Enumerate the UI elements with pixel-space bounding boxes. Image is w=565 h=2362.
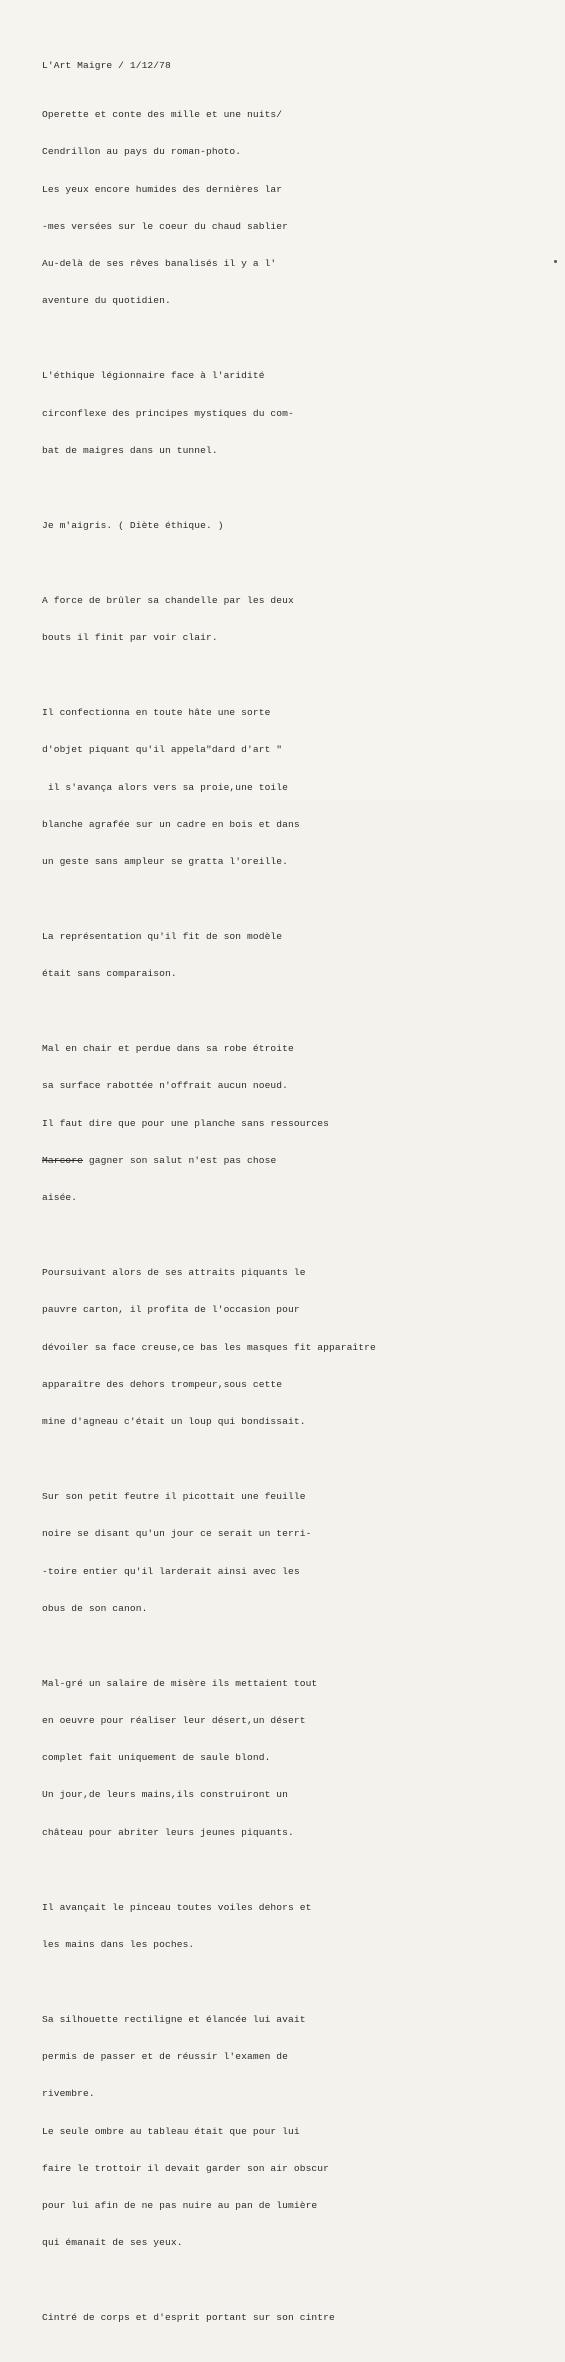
text-line: -toire entier qu'il larderait ainsi avec les xyxy=(42,1565,300,1577)
text-line: Cendrillon au pays du roman-photo. xyxy=(42,146,242,158)
text-line: en oeuvre pour réaliser leur désert,un désert xyxy=(42,1714,306,1726)
text-line: Mal en chair et perdue dans sa robe étroite xyxy=(42,1043,294,1055)
paragraph xyxy=(42,84,552,332)
text-line: qui émanait de ses yeux. xyxy=(42,2237,183,2249)
paragraph xyxy=(42,570,552,669)
text-line: L'éthique légionnaire face à l'aridité xyxy=(42,370,265,382)
text-line: aisée. xyxy=(42,1192,78,1204)
paragraph xyxy=(42,1989,552,2274)
text-line: permis de passer et de réussir l'examen de xyxy=(42,2051,289,2063)
text-line: faire le trottoir il devait garder son air obscur xyxy=(42,2162,330,2174)
text-line: Sur son petit feutre il picottait une feuille xyxy=(42,1491,306,1503)
paragraph xyxy=(42,906,552,1005)
text-line: château pour abriter leurs jeunes piquants. xyxy=(42,1826,294,1838)
ink-speck xyxy=(554,260,557,263)
text-line: Sa silhouette rectiligne et élancée lui avait xyxy=(42,2013,306,2025)
text-line: les mains dans les poches. xyxy=(42,1938,195,1950)
text-line: -mes versées sur le coeur du chaud sablier xyxy=(42,220,289,232)
paragraph xyxy=(42,2287,552,2349)
text-line: Le seule ombre au tableau était que pour lui xyxy=(42,2125,300,2137)
paragraph xyxy=(42,1653,552,1864)
text-line: était sans comparaison. xyxy=(42,968,177,980)
paragraph xyxy=(42,346,552,482)
text-line: Mal-gré un salaire de misère ils mettaient tout xyxy=(42,1677,318,1689)
text-line: Il avançait le pinceau toutes voiles dehors et xyxy=(42,1901,312,1913)
text-line: La représentation qu'il fit de son modèle xyxy=(42,931,283,942)
paragraph xyxy=(42,682,552,893)
text-line: obus de son canon. xyxy=(42,1602,148,1614)
text-line: Poursuivant alors de ses attraits piquants le xyxy=(42,1267,306,1279)
text-line: il s'avança alors vers sa proie,une toile xyxy=(42,781,289,793)
text-line: Operette et conte des mille et une nuits/ xyxy=(42,109,283,121)
text-line-rest: gagner son salut n'est pas chose xyxy=(83,1154,277,1166)
paragraph xyxy=(42,1018,552,1229)
text-line: Au-delà de ses rêves banalisés il y a l' xyxy=(42,258,277,270)
text-line: pour lui afin de ne pas nuire au pan de lumière xyxy=(42,2200,318,2211)
text-line: complet fait uniquement de saule blond. xyxy=(42,1752,271,1764)
text-line: Je m'aigris. ( Diète éthique. ) xyxy=(42,519,224,531)
struck-word: Marcore xyxy=(42,1154,84,1166)
text-line: aventure du quotidien. xyxy=(42,295,171,307)
typed-text-body xyxy=(42,60,552,2362)
text-line: Il confectionna en toute hâte une sorte xyxy=(42,707,271,719)
paragraph xyxy=(42,495,552,557)
text-line: bat de maigres dans un tunnel. xyxy=(42,444,218,456)
document-title: L'Art Maigre / 1/12/78 xyxy=(42,60,171,71)
text-line-with-strikethrough xyxy=(42,1155,552,1167)
text-line: circonflexe des principes mystiques du com- xyxy=(42,407,294,419)
text-line: apparaître des dehors trompeur,sous cette xyxy=(42,1378,283,1390)
text-line: sa surface rabottée n'offrait aucun noeud. xyxy=(42,1080,289,1092)
paragraph xyxy=(42,1877,552,1976)
text-line: Cintré de corps et d'esprit portant sur son cintre xyxy=(42,2312,335,2324)
text-line: Les yeux encore humides des dernières lar xyxy=(42,183,283,195)
text-line: mine d'agneau c'était un loup qui bondissait. xyxy=(42,1416,306,1428)
text-line: bouts il finit par voir clair. xyxy=(42,632,218,644)
paragraph xyxy=(42,1242,552,1453)
text-line: A force de brûler sa chandelle par les deux xyxy=(42,594,294,606)
text-line: d'objet piquant qu'il appela"dard d'art " xyxy=(42,744,283,756)
text-line: rivembre. xyxy=(42,2088,95,2100)
paragraph xyxy=(42,1466,552,1640)
text-line: pauvre carton, il profita de l'occasion pour xyxy=(42,1304,300,1316)
text-line: dévoiler sa face creuse,ce bas les masques fit apparaître xyxy=(42,1341,376,1353)
text-line: Il faut dire que pour une planche sans ressources xyxy=(42,1117,330,1129)
text-line: Un jour,de leurs mains,ils construiront un xyxy=(42,1789,289,1801)
text-line: un geste sans ampleur se gratta l'oreille. xyxy=(42,855,289,867)
text-line: blanche agrafée sur un cadre en bois et dans xyxy=(42,818,300,830)
text-line: noire se disant qu'un jour ce serait un terri- xyxy=(42,1528,312,1540)
